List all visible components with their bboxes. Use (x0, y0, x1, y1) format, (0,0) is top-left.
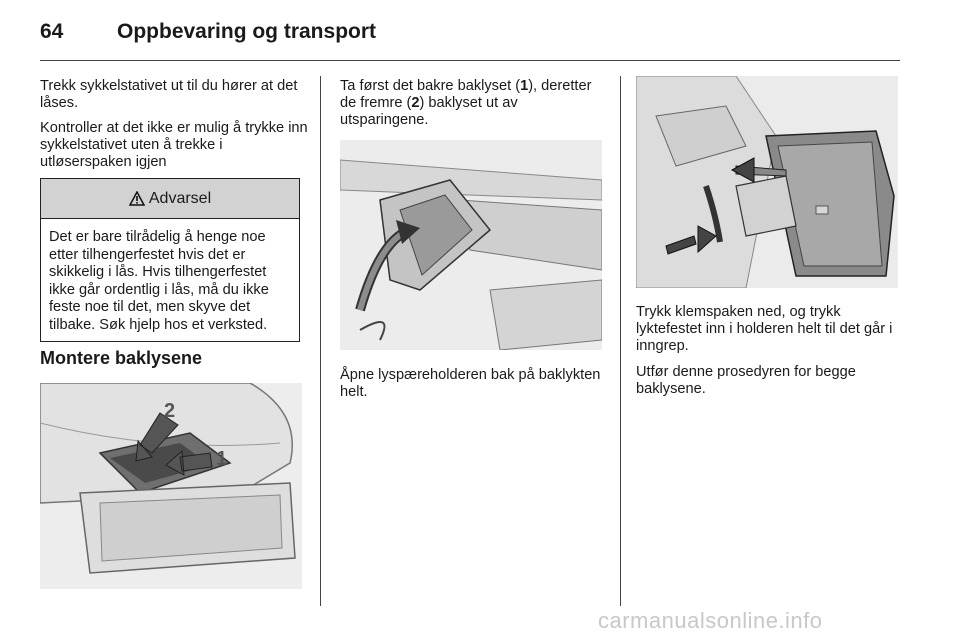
column-divider-2 (620, 76, 621, 606)
col2-paragraph-1: Ta først det bakre baklyset (1), deretter de fremre (2) baklyset ut av utsparingene. (340, 78, 592, 128)
col1-paragraph-1: Trekk sykkelstativet ut til du hører at det låses. (40, 78, 298, 111)
watermark: carmanualsonline.info (598, 608, 823, 633)
col1-paragraph-2: Kontroller at det ikke er mulig å trykke inn sykkelstativet uten å trekke i utløserspaken igjen (40, 120, 308, 170)
page-title: Oppbevaring og transport (117, 20, 377, 43)
warning-triangle-icon (129, 191, 145, 206)
column-divider-1 (320, 76, 321, 606)
warning-body: Det er bare tilrådelig å henge noe etter tilhengerfestet hvis det er skikkelig i lås. Hvis tilhengerfestet ikke går ordentlig i lås, må du ikke feste noe til det, men skyve det tilbake. Søk hjelp hos et verksted. (49, 229, 269, 333)
illustration-insert-lamp-mount (636, 76, 898, 288)
warning-title: Advarsel (148, 189, 212, 207)
col3-paragraph-2: Utfør denne prosedyren for begge baklysene. (636, 364, 856, 397)
illustration-remove-taillights (40, 383, 302, 589)
col2-paragraph-2: Åpne lyspæreholderen bak på baklykten helt. (340, 367, 601, 400)
figure-label-1: 1 (216, 448, 228, 470)
page-number: 64 (40, 20, 64, 43)
warning-header (41, 179, 299, 219)
col3-paragraph-1: Trykk klemspaken ned, og trykk lyktefestet inn i holderen helt til det går i inngrep. (636, 304, 893, 354)
figure-label-2: 2 (164, 400, 176, 422)
header-rule (40, 60, 900, 61)
illustration-open-bulb-holder (340, 140, 602, 350)
section-heading: Montere baklysene (40, 348, 203, 368)
warning-box (40, 178, 300, 342)
